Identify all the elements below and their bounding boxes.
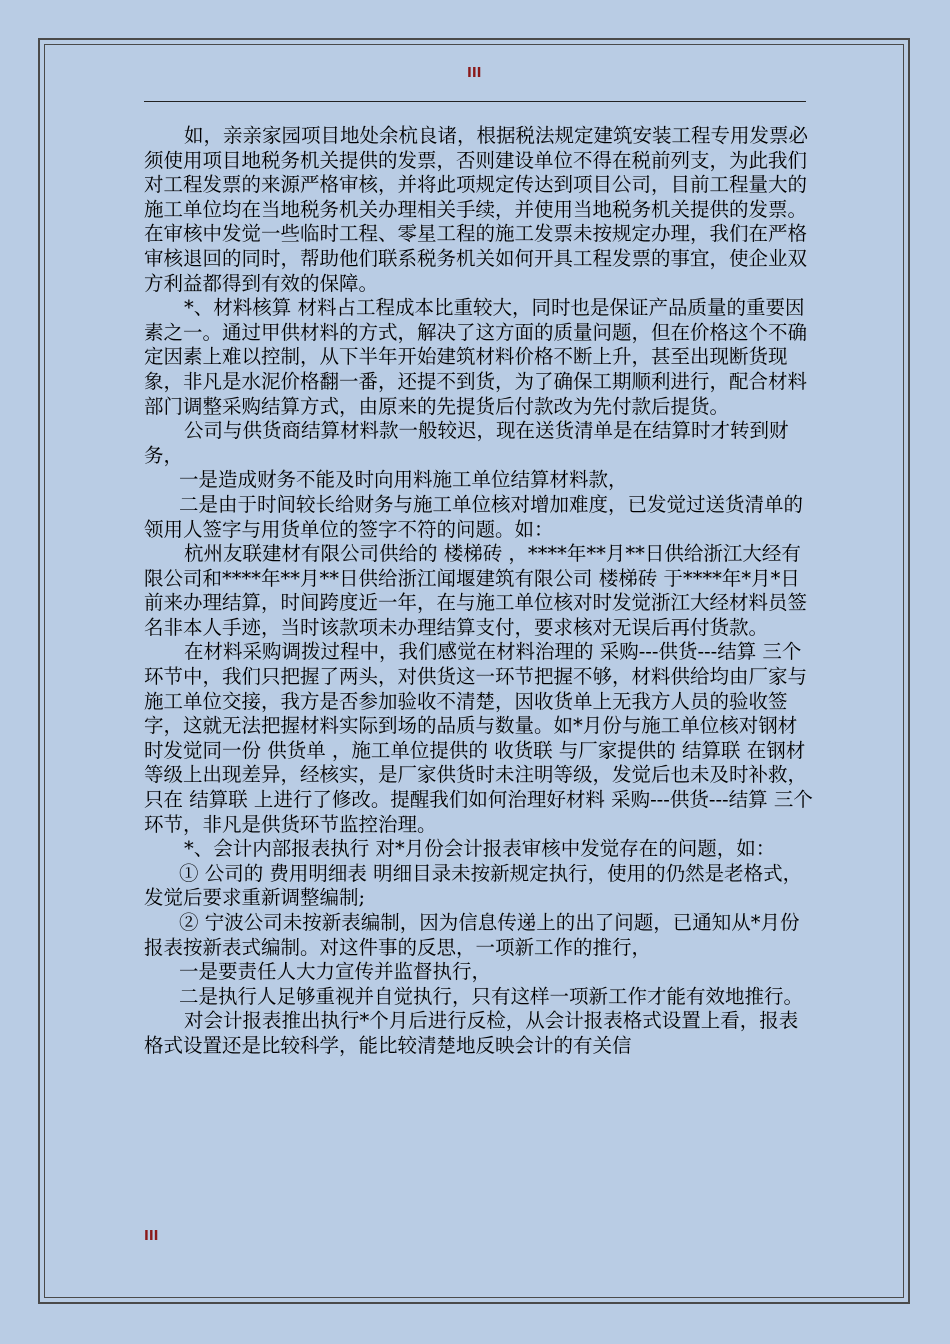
document-body <box>144 124 816 1059</box>
header-marker: III <box>467 66 482 81</box>
paragraph: 公司与供货商结算材料款一般较迟，现在送货清单是在结算时才转到财务， <box>144 419 789 467</box>
footer-marker: III <box>144 1229 159 1244</box>
paragraph: 如，亲亲家园项目地处余杭良诸，根据税法规定建筑安装工程专用发票必须使用项目地税务机关提供的发票，否则建设单位不得在税前列支，为此我们对工程发票的来源严格审核，并将此项规定传达到项目公司，目前工程量大的施工单位均在当地税务机关办理相关手续，并使用当地税务机关提供的发票。在审核中发觉一些临时工程、零星工程的施工发票未按规定办理，我们在严格审核退回的同时，帮助他们联系税务机关如何开具工程发票的事宜，使企业双方利益都得到有效的保障。 <box>144 124 809 295</box>
paragraph: 杭州友联建材有限公司供给的 楼梯砖 ，****年**月**日供给浙江大经有限公司和****年**月**日供给浙江闻堰建筑有限公司 楼梯砖 于****年*月*日前来办理结算，时间跨度近一年，在与施工单位核对时发觉浙江大经材料员签名非本人手迹，当时该款项未办理结算支付，要求核对无误后再付货款。 <box>144 542 808 639</box>
paragraph: ② 宁波公司未按新表编制，因为信息传递上的出了问题，已通知从*月份报表按新表式编制。对这件事的反思，一项新工作的推行， <box>144 911 800 959</box>
paragraph: 对会计报表推出执行*个月后进行反检，从会计报表格式设置上看，报表格式设置还是比较科学，能比较清楚地反映会计的有关信 <box>144 1009 799 1057</box>
paragraph: 在材料采购调拨过程中，我们感觉在材料治理的 采购---供货---结算 三个环节中，我们只把握了两头，对供货这一环节把握不够，材料供给均由厂家与施工单位交接，我方是否参加验收不清楚，因收货单上无我方人员的验收签字，这就无法把握材料实际到场的品质与数量。如*月份与施工单位核对钢材时发觉同一份 供货单 ，施工单位提供的 收货联 与厂家提供的 结算联 在钢材等级上出现差异，经核实，是厂家供货时未注明等级，发觉后也未及时补救，只在 结算联 上进行了修改。提醒我们如何治理好材料 采购---供货---结算 三个环节，非凡是供货环节监控治理。 <box>144 640 813 836</box>
paragraph: ① 公司的 费用明细表 明细目录未按新规定执行，使用的仍然是老格式，发觉后要求重新调整编制; <box>144 861 803 910</box>
paragraph: 二是执行人足够重视并自觉执行，只有这样一项新工作才能有效地推行。 <box>179 984 804 1008</box>
paragraph: *、会计内部报表执行 对*月份会计报表审核中发觉存在的问题，如： <box>184 837 776 861</box>
paragraph: 一是造成财务不能及时向用料施工单位结算材料款， <box>179 468 628 492</box>
paragraph: 二是由于时间较长给财务与施工单位核对增加难度，已发觉过送货清单的领用人签字与用货单位的签字不符的问题。如： <box>144 492 804 541</box>
paragraph: 一是要责任人大力宣传并监督执行， <box>179 960 492 984</box>
paragraph: *、材料核算 材料占工程成本比重较大，同时也是保证产品质量的重要因素之一。通过甲供材料的方式，解决了这方面的质量问题，但在价格这个不确定因素上难以控制，从下半年开始建筑材料价格不断上升，甚至出现断货现象，非凡是水泥价格翻一番，还提不到货，为了确保工期顺利进行，配合材料部门调整采购结算方式，由原来的先提货后付款改为先付款后提货。 <box>144 296 808 418</box>
header-rule <box>144 101 806 102</box>
